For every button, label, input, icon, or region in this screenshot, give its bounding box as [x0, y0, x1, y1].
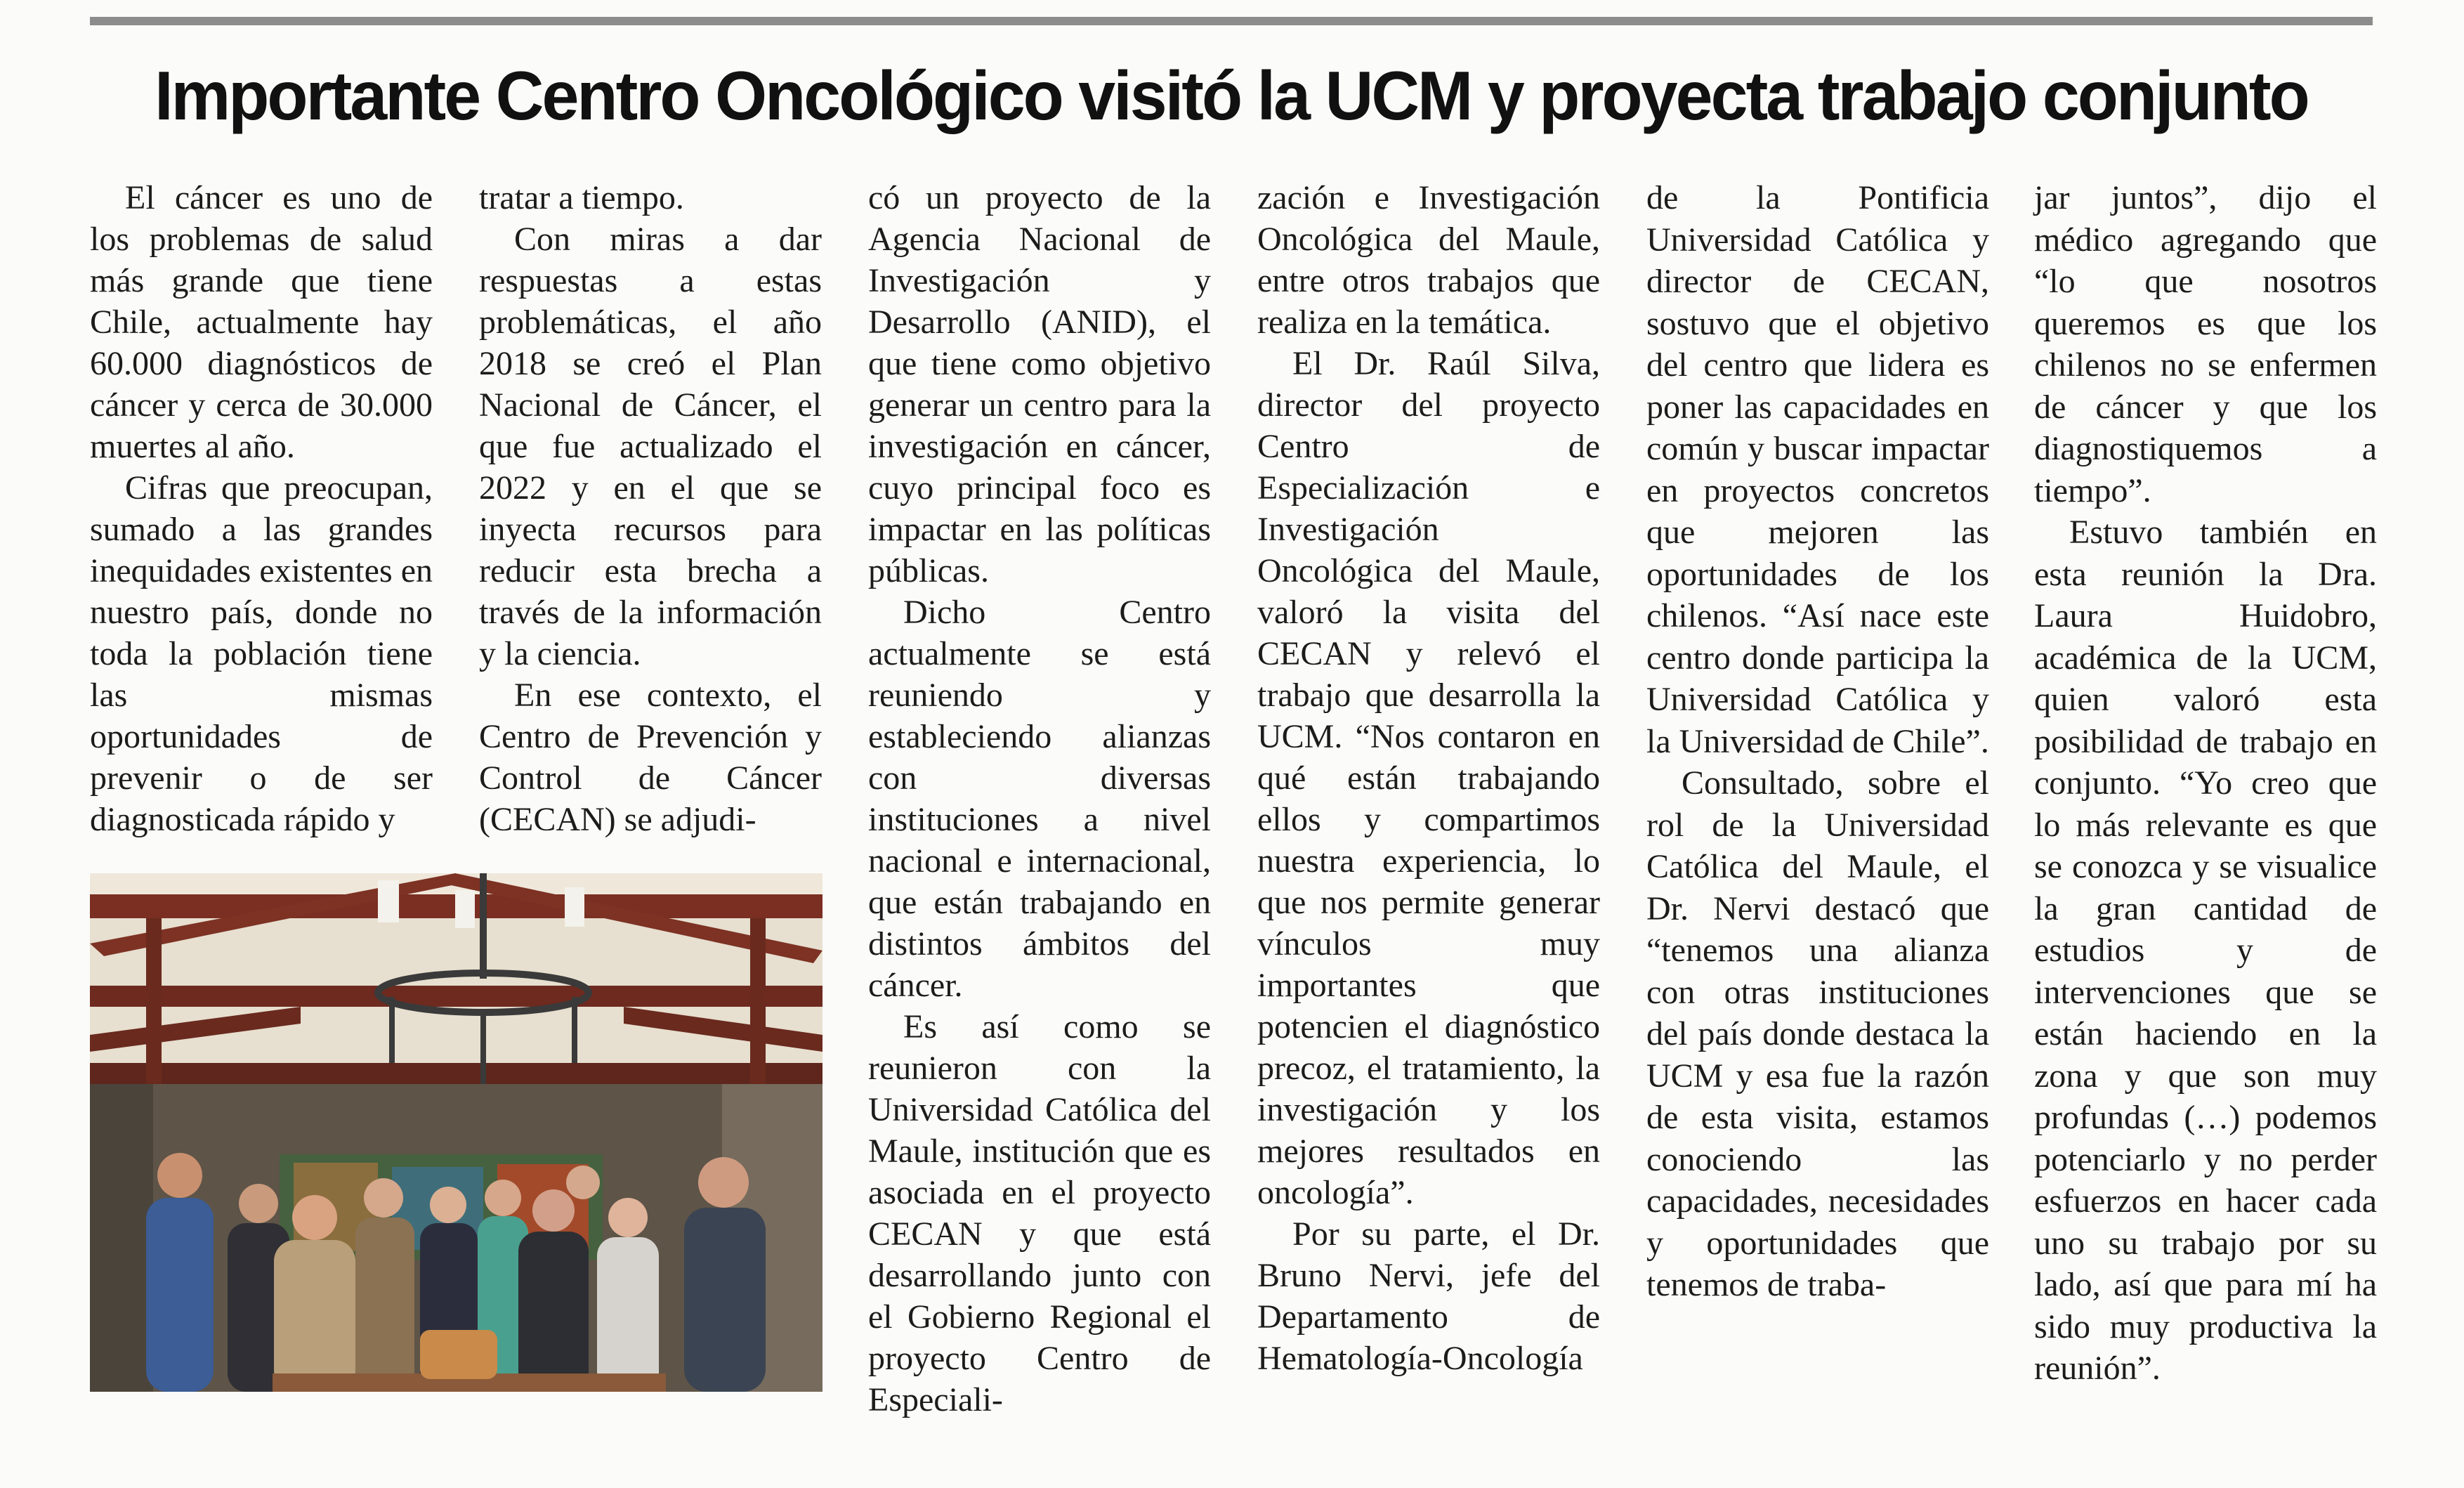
paragraph: Es así como se reunieron con la Universidad Católica del Maule, institución que es asociada en el proyecto CECAN y que está desarrollando junto con el Gobierno Regional el proyecto Centro de Especiali-	[868, 1008, 1211, 1418]
column-4	[1257, 177, 1600, 1379]
paragraph: Con miras a dar respuestas a estas problemáticas, el año 2018 se creó el Plan Nacional de Cáncer, el que fue actualizado el 2022 y en el que se inyecta recursos para reducir esta brecha a través de la información y la ciencia.	[479, 221, 822, 672]
paragraph: El Dr. Raúl Silva, director del proyecto Centro de Especialización e Investigación Oncológica del Maule, valoró la visita del CECAN y relevó el trabajo que desarrolla la UCM. “Nos contaron en qué están trabajando ellos y compartimos nuestra experiencia, lo que nos permite generar vínculos muy importantes que potencien el diagnóstico precoz, el tratamiento, la investigación y los mejores resultados en oncología”.	[1257, 345, 1600, 1211]
paragraph: Dicho Centro actualmente se está reuniendo y estableciendo alianzas con diversas instituciones a nivel nacional e internacional, que están trabajando en distintos ámbitos del cáncer.	[868, 594, 1211, 1004]
paragraph: En ese contexto, el Centro de Prevención y Control de Cáncer (CECAN) se adjudi-	[479, 677, 822, 838]
column-3	[868, 177, 1211, 1421]
paragraph: El cáncer es uno de los problemas de salud más grande que tiene Chile, actualmente hay 60.000 diagnósticos de cáncer y cerca de 30.000 muertes al año.	[90, 179, 433, 465]
column-5	[1646, 177, 1989, 1306]
group-photo	[90, 873, 823, 1392]
column-6	[2034, 177, 2377, 1390]
column-2	[479, 177, 822, 840]
paragraph: Cifras que preocupan, sumado a las grandes inequidades existentes en nuestro país, donde no toda la población tiene las mismas oportunidades de prevenir o de ser diagnosticada rápido y	[90, 469, 433, 838]
paragraph: de la Pontificia Universidad Católica y director de CECAN, sostuvo que el objetivo del centro que lidera es poner las capacidades en común y buscar impactar en proyectos concretos que mejoren las oportunidades de los chilenos. “Así nace este centro donde participa la Universidad Católica y la Universidad de Chile”.	[1646, 179, 1989, 760]
paragraph: Consultado, sobre el rol de la Universidad Católica del Maule, el Dr. Nervi destacó que “tenemos una alianza con otras instituciones del país donde destaca la UCM y esa fue la razón de esta visita, estamos conociendo las capacidades, necesidades y oportunidades que tenemos de traba-	[1646, 764, 1989, 1303]
paragraph: Por su parte, el Dr. Bruno Nervi, jefe del Departamento de Hematología-Oncología	[1257, 1215, 1600, 1377]
paragraph: jar juntos”, dijo el médico agregando que “lo que nosotros queremos es que los chilenos no se enfermen de cáncer y que los diagnostiquemos a tiempo”.	[2034, 179, 2377, 509]
paragraph: tratar a tiempo.	[479, 179, 684, 216]
paragraph: Estuvo también en esta reunión la Dra. Laura Huidobro, académica de la UCM, quien valoró esta posibilidad de trabajo en conjunto. “Yo creo que lo más relevante es que se conozca y se visualice la gran cantidad de estudios y de intervenciones que se están haciendo en la zona y que son muy profundas (…) podemos potenciarlo y no perder esfuerzos en hacer cada uno su trabajo por su lado, así que para mí ha sido muy productiva la reunión”.	[2034, 514, 2377, 1387]
column-1	[90, 177, 433, 840]
top-rule	[90, 17, 2373, 25]
paragraph: zación e Investigación Oncológica del Maule, entre otros trabajos que realiza en la temática.	[1257, 179, 1600, 341]
headline: Importante Centro Oncológico visitó la UCM y proyecta trabajo conjunto	[155, 57, 2308, 134]
paragraph: có un proyecto de la Agencia Nacional de Investigación y Desarrollo (ANID), el que tiene como objetivo generar un centro para la investigación en cáncer, cuyo principal foco es impactar en las políticas públicas.	[868, 179, 1211, 589]
